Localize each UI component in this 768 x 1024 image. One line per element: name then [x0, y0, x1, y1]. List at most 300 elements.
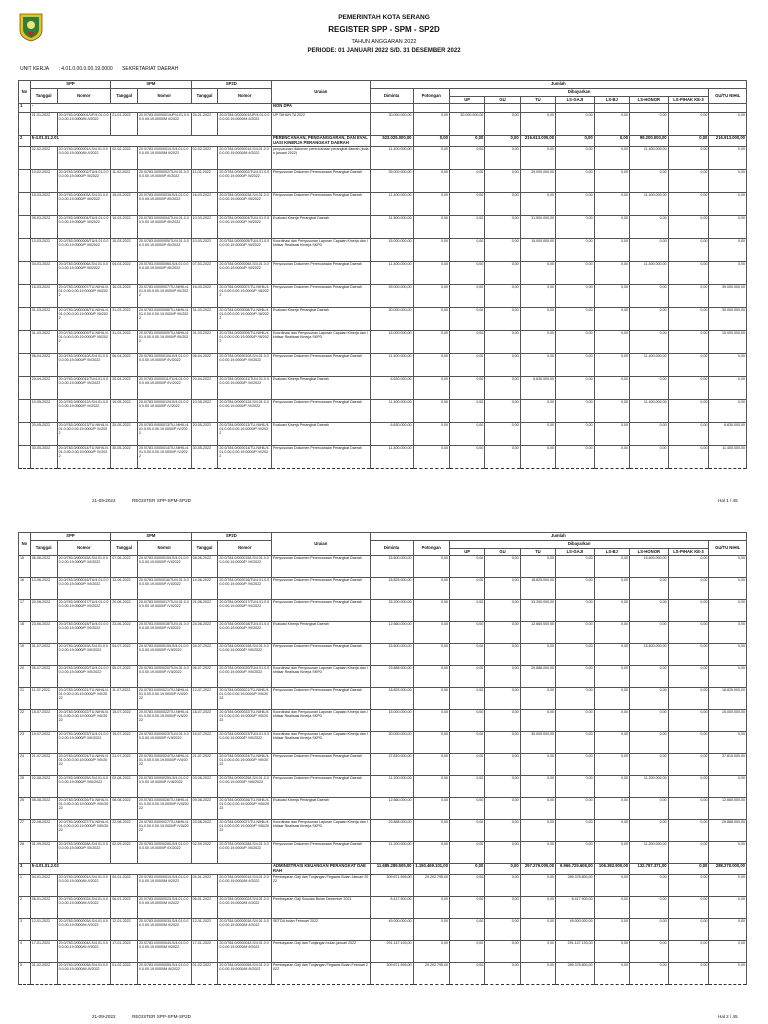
ls-bj-value: 0,00: [594, 600, 629, 622]
diminta-value: 15.000.000,00: [370, 238, 413, 261]
spm-date: 30-05-2022: [111, 445, 138, 468]
col-spm-nomor: Nomor: [137, 541, 191, 556]
sp2d-number: 20.0/784.0/000017/TU/4.01.0.00.0.00.19.0000/P /VI/2022: [218, 600, 272, 622]
spm-date: 02-02-2022: [111, 146, 138, 169]
gu-tu-nihil-value: 12.660.000,00: [709, 798, 747, 820]
up-value: 0,00: [449, 754, 484, 776]
potongan-value: 0,00: [413, 284, 449, 307]
group-gu: 0,00: [485, 136, 520, 147]
table-row: [19, 622, 747, 644]
ls-bj-value: 0,00: [594, 215, 629, 238]
table-row: [19, 376, 747, 399]
spp-date: 09-03-2022: [30, 215, 57, 238]
diminta-value: 30.000.000,00: [370, 732, 413, 754]
ls-pihak3-value: 0,00: [668, 399, 709, 422]
sp2d-number: 20.0/784.0/000011/TU/4.01.0.00.0.00.19.0000/P /IV/2022: [218, 376, 272, 399]
row-no: 4: [19, 940, 31, 962]
spm-number: 20.0/783.0/000023/TU/4.01.0.00.0.00.19.0000/P /VII/2022: [137, 732, 191, 754]
ls-honor-value: 11.400.000,00: [630, 399, 669, 422]
table-row: [19, 940, 747, 962]
spp-date: 20-05-2022: [30, 422, 57, 445]
row-no: 16: [19, 578, 31, 600]
group-row: [19, 136, 747, 147]
diminta-value: 11.400.000,00: [370, 261, 413, 284]
sp2d-date: 31-03-2022: [191, 330, 218, 353]
spm-date: 04-07-2022: [111, 644, 138, 666]
ls-bj-value: 0,00: [594, 261, 629, 284]
spm-number: 20.0/783.0/000009/TU-NIHIL/4.01.0.00.0.00.19.0000/P /III/2022: [137, 330, 191, 353]
tu-value: 0,00: [520, 422, 555, 445]
col-sp2d-tanggal: Tanggal: [191, 89, 218, 104]
spm-date: 10-05-2022: [111, 399, 138, 422]
sp2d-number: 20.0/784.0/000015/LS/4.01.0.00.0.00.19.0000/P /VI/2022: [218, 556, 272, 578]
diminta-value: 49.000.000,00: [370, 918, 413, 940]
potongan-value: 0,00: [413, 169, 449, 192]
spp-number: 20.0/783.0/000010/LS/4.01.0.00.0.00.19.0000/P /IV/2022: [57, 353, 111, 376]
diminta-value: 15.600.000,00: [370, 556, 413, 578]
gu-tu-nihil-value: 15.000.000,00: [709, 330, 747, 353]
ls-honor-value: 0,00: [630, 754, 669, 776]
diminta-value: 15.600.000,00: [370, 644, 413, 666]
gu-value: 0,00: [485, 842, 520, 864]
tu-value: 0,00: [520, 261, 555, 284]
ls-honor-value: 0,00: [630, 688, 669, 710]
spp-number: 20.0/783.0/000002/LS/4.01.0.00.0.00.19.0000/M /I/2022: [57, 896, 111, 918]
table-row: [19, 754, 747, 776]
up-value: 0,00: [449, 644, 484, 666]
spp-date: 31-03-2022: [30, 307, 57, 330]
ls-honor-value: 0,00: [630, 445, 669, 468]
table-row: [19, 238, 747, 261]
potongan-value: 0,00: [413, 192, 449, 215]
row-no: 18: [19, 622, 31, 644]
tu-value: 29.888.000,00: [520, 666, 555, 688]
spm-number: 20.0/783.0/000015/LS/4.01.0.00.0.00.19.0000/P /VI/2022: [137, 556, 191, 578]
spp-date: 15-03-2022: [30, 192, 57, 215]
ls-honor-value: 0,00: [630, 896, 669, 918]
row-no: [19, 284, 31, 307]
ls-bj-value: 0,00: [594, 445, 629, 468]
row-no: [19, 376, 31, 399]
group-potongan: 1.150.469.101,00: [413, 864, 449, 875]
col-spp-tanggal: Tanggal: [30, 541, 57, 556]
spm-number: 20.0/783.0/000010/LS/4.01.0.00.0.00.19.0000/P /IV/2022: [137, 353, 191, 376]
spp-number: 20.0/783.0/000008/TU-NIHIL/4.01.0.00.0.00.19.0000/P /III/2022: [57, 307, 111, 330]
spm-number: 20.0/783.0/000028/LS/4.01.0.00.0.00.19.0000/P /IX/2022: [137, 842, 191, 864]
col-spp: SPP: [30, 533, 110, 541]
col-ls-pihak3: LS-PIHAK KE-3: [668, 97, 709, 104]
up-value: 0,00: [449, 776, 484, 798]
potongan-value: 0,00: [413, 146, 449, 169]
col-ls-pihak3: LS-PIHAK KE-3: [668, 549, 709, 556]
sp2d-number: 20.0/784.0/000005/TU/4.01.0.00.0.00.19.0000/P /III/2022: [218, 238, 272, 261]
table-row: [19, 578, 747, 600]
spp-number: 20.0/783.0/000021/TU-NIHIL/4.01.0.00.0.00.19.0000/P /VII/2022: [57, 688, 111, 710]
uraian-text: Pembayaran Gaji dan Tunjangan bulan januari 2022: [272, 940, 371, 962]
unit-code: : 4.01.0.00.0.00.19.0000: [58, 66, 113, 72]
col-ls-gaji: LS-GAJI: [556, 97, 595, 104]
spm-date: 11-02-2022: [111, 169, 138, 192]
gu-tu-nihil-value: 0,00: [709, 215, 747, 238]
ls-honor-value: 0,00: [630, 918, 669, 940]
ls-pihak3-value: 0,00: [668, 330, 709, 353]
spm-number: 20.0/783.0/000001/UP/4.01.0.00.0.00.19.0000/M /I/2022: [137, 113, 191, 136]
potongan-value: 0,00: [413, 622, 449, 644]
ls-bj-value: 0,00: [594, 666, 629, 688]
ls-pihak3-value: 0,00: [668, 754, 709, 776]
spp-number: 20.0/783.0/000001/LS/4.01.0.00.0.00.19.0000/M /I/2022: [57, 146, 111, 169]
gu-tu-nihil-value: 18.825.000,00: [709, 688, 747, 710]
diminta-value: 29.888.000,00: [370, 666, 413, 688]
spp-number: 20.0/783.0/000012/LS/4.01.0.00.0.00.19.0000/P /V/2022: [57, 399, 111, 422]
sp2d-date: 14-06-2022: [191, 578, 218, 600]
spm-number: 20.0/783.0/000001/LS/4.01.0.00.0.00.19.0000/M /I/2022: [137, 146, 191, 169]
group-no: 3: [19, 864, 31, 875]
table-row: [19, 113, 747, 136]
up-value: 0,00: [449, 445, 484, 468]
unit-kerja: [20, 66, 186, 72]
sp2d-number: 20.0/784.0/000004/TU/4.01.0.00.0.00.19.0000/P /III/2022: [218, 215, 272, 238]
sp2d-number: 20.0/784.0/000010/LS/4.01.0.00.0.00.19.0000/P /IV/2022: [218, 353, 272, 376]
ls-pihak3-value: 0,00: [668, 798, 709, 820]
gu-value: 0,00: [485, 874, 520, 896]
potongan-value: 0,00: [413, 688, 449, 710]
diminta-value: 6.630.000,00: [370, 422, 413, 445]
tu-value: 0,00: [520, 688, 555, 710]
row-no: 25: [19, 776, 31, 798]
sp2d-date: 17-01-2022: [191, 940, 218, 962]
gu-tu-nihil-value: 0,00: [709, 644, 747, 666]
spp-number: 20.0/783.0/000001/LS/4.01.0.00.0.00.19.0000/M /I/2022: [57, 874, 111, 896]
spp-number: 20.0/783.0/000014/TU-NIHIL/4.01.0.00.0.00.19.0000/P /V/2022: [57, 445, 111, 468]
uraian-text: Evaluasi Kinerja Perangkat Daerah: [272, 307, 371, 330]
uraian-text: Penyusunan Dokumen Perencanaan Perangkat Daerah: [272, 284, 371, 307]
potongan-value: 0,00: [413, 261, 449, 284]
up-value: 0,00: [449, 192, 484, 215]
tu-value: 0,00: [520, 330, 555, 353]
ls-gaji-value: 0,00: [556, 422, 595, 445]
fiscal-year: TAHUN ANGGARAN 2022: [351, 39, 417, 45]
ls-honor-value: 15.600.000,00: [630, 556, 669, 578]
spm-number: 20.0/783.0/000011/TU/4.01.0.00.0.00.19.0000/P /IV/2022: [137, 376, 191, 399]
sp2d-date: 16-03-2022: [191, 284, 218, 307]
table-row: [19, 600, 747, 622]
tu-value: 0,00: [520, 874, 555, 896]
spm-date: 31-03-2022: [111, 330, 138, 353]
col-gu-tu-nihil: GU/TU NIHIL: [709, 89, 747, 104]
sp2d-date: 12-07-2022: [191, 688, 218, 710]
ls-honor-value: 0,00: [630, 732, 669, 754]
gu-tu-nihil-value: 15.000.000,00: [709, 710, 747, 732]
uraian-text: Penyusunan Dokumen Perencanaan Perangkat Daerah: [272, 842, 371, 864]
tu-value: 0,00: [520, 192, 555, 215]
ls-pihak3-value: 0,00: [668, 284, 709, 307]
gu-value: 0,00: [485, 192, 520, 215]
row-no: 21: [19, 688, 31, 710]
sp2d-number: 20.0/784.0/000025/LS/4.01.0.00.0.00.19.0000/P /VIII/2022: [218, 776, 272, 798]
spm-date: 20-06-2022: [111, 600, 138, 622]
uraian-text: penyusunan dokumen perencanaan perangkat daerah (bulan januari 2022): [272, 146, 371, 169]
spm-number: 20.0/783.0/000024/TU-NIHIL/4.01.0.00.0.00.19.0000/P /VII/2022: [137, 754, 191, 776]
ls-pihak3-value: 0,00: [668, 940, 709, 962]
spp-date: 05-07-2022: [30, 666, 57, 688]
spm-date: 21-07-2022: [111, 754, 138, 776]
ls-honor-value: 0,00: [630, 622, 669, 644]
gu-tu-nihil-value: 0,00: [709, 600, 747, 622]
diminta-value: 12.660.000,00: [370, 622, 413, 644]
spp-number: 20.0/783.0/000002/TU/4.01.0.00.0.00.19.0000/P /II/2022: [57, 169, 111, 192]
tu-value: 0,00: [520, 940, 555, 962]
sp2d-date: 21-07-2022: [191, 754, 218, 776]
spp-date: 06-01-2022: [30, 896, 57, 918]
table-row: [19, 146, 747, 169]
potongan-value: 0,00: [413, 445, 449, 468]
ls-bj-value: 0,00: [594, 798, 629, 820]
table-row: [19, 666, 747, 688]
group-ls-bj: 106.383.900,00: [594, 864, 629, 875]
group-empty-cell: [594, 104, 629, 113]
spp-date: 30-05-2022: [30, 445, 57, 468]
col-ls-honor: LS-HONOR: [630, 549, 669, 556]
spm-number: 20.0/783.0/000014/TU-NIHIL/4.01.0.00.0.00.19.0000/P /V/2022: [137, 445, 191, 468]
col-uraian: Uraian: [272, 533, 371, 556]
sp2d-date: 20-04-2022: [191, 376, 218, 399]
up-value: 0,00: [449, 376, 484, 399]
row-no: 26: [19, 798, 31, 820]
spm-date: 15-07-2022: [111, 710, 138, 732]
up-value: 0,00: [449, 896, 484, 918]
ls-gaji-value: 0,00: [556, 754, 595, 776]
spm-number: 20.0/783.0/000020/TU/4.01.0.00.0.00.19.0000/P /VII/2022: [137, 666, 191, 688]
spm-date: 02-08-2022: [111, 776, 138, 798]
diminta-value: 18.825.000,00: [370, 688, 413, 710]
group-name: PERENCANAAN, PENGANGGARAN, DAN EVALUASI KINERJA PERANGKAT DAERAH: [272, 136, 371, 147]
ls-honor-value: 0,00: [630, 710, 669, 732]
gu-tu-nihil-value: 0,00: [709, 113, 747, 136]
ls-gaji-value: 0,00: [556, 622, 595, 644]
spp-number: 20.0/783.0/000023/TU/4.01.0.00.0.00.19.0000/P /VII/2022: [57, 732, 111, 754]
table-row: [19, 918, 747, 940]
tu-value: 0,00: [520, 146, 555, 169]
uraian-text: Koordinasi dan Penyusunan Laporan Capaian Kinerja dan Ikhtisar Realisasi Kinerja SKPD: [272, 710, 371, 732]
group-empty-cell: [413, 104, 449, 113]
uraian-text: Penyusunan Dokumen Perencanaan Perangkat Daerah: [272, 644, 371, 666]
ls-pihak3-value: 0,00: [668, 688, 709, 710]
spp-date: 21-07-2022: [30, 754, 57, 776]
table-row: [19, 399, 747, 422]
table-row: [19, 710, 747, 732]
spp-date: 01-02-2022: [30, 962, 57, 984]
group-diminta: 11.685.289.505,00: [370, 864, 413, 875]
ls-bj-value: 0,00: [594, 940, 629, 962]
gu-tu-nihil-value: 0,00: [709, 261, 747, 284]
spp-number: 20.0/783.0/000003/LS/4.01.0.00.0.00.19.0000/P /III/2022: [57, 192, 111, 215]
tu-value: 0,00: [520, 556, 555, 578]
ls-gaji-value: 0,00: [556, 215, 595, 238]
group-ls-honor: 99.200.000,00: [630, 136, 669, 147]
uraian-text: Koordinasi dan Penyusunan Laporan Capaian Kinerja dan Ikhtisar Realisasi Kinerja SKPD: [272, 732, 371, 754]
group-tu: 216.613.000,00: [520, 136, 555, 147]
row-no: 27: [19, 820, 31, 842]
diminta-value: 11.200.000,00: [370, 776, 413, 798]
ls-gaji-value: 0,00: [556, 600, 595, 622]
uraian-text: Penyusunan Dokumen Perencanaan Perangkat Daerah: [272, 578, 371, 600]
spp-number: 20.0/783.0/000013/TU-NIHIL/4.01.0.00.0.00.19.0000/P /V/2022: [57, 422, 111, 445]
uraian-text: Penyusunan Dokumen Perencanaan Perangkat Daerah: [272, 353, 371, 376]
table-row: [19, 820, 747, 842]
spm-number: 20.0/783.0/000022/TU-NIHIL/4.01.0.00.0.00.19.0000/P /VII/2022: [137, 710, 191, 732]
spm-date: 08-08-2022: [111, 798, 138, 820]
gu-value: 0,00: [485, 644, 520, 666]
spp-date: 11-07-2022: [30, 688, 57, 710]
sp2d-number: 20.0/784.0/000028/LS/4.01.0.00.0.00.19.0000/P /IX/2022: [218, 842, 272, 864]
potongan-value: 0,00: [413, 754, 449, 776]
up-value: 30.000.000,00: [449, 113, 484, 136]
table-row: [19, 445, 747, 468]
spp-date: 16-03-2022: [30, 284, 57, 307]
ls-pihak3-value: 0,00: [668, 896, 709, 918]
group-empty-cell: [630, 104, 669, 113]
ls-bj-value: 0,00: [594, 353, 629, 376]
ls-bj-value: 0,00: [594, 556, 629, 578]
gu-tu-nihil-value: 0,00: [709, 918, 747, 940]
sp2d-date: 10-03-2022: [191, 215, 218, 238]
spm-number: 20.0/783.0/000005/LS/4.01.0.00.0.00.19.0000/M /II/2022: [137, 962, 191, 984]
gu-value: 0,00: [485, 445, 520, 468]
ls-bj-value: 0,00: [594, 644, 629, 666]
ls-pihak3-value: 0,00: [668, 776, 709, 798]
sp2d-date: 31-03-2022: [191, 307, 218, 330]
spm-date: 12-01-2022: [111, 918, 138, 940]
up-value: 0,00: [449, 556, 484, 578]
sp2d-number: 20.0/784.0/000003/LS/4.01.0.00.0.00.19.0000/M /I/2022: [218, 918, 272, 940]
sp2d-number: 20.0/784.0/000019/LS/4.01.0.00.0.00.19.0000/P /VII/2022: [218, 644, 272, 666]
report-title: REGISTER SPP - SPM - SP2D: [328, 25, 440, 34]
gu-value: 0,00: [485, 578, 520, 600]
up-value: 0,00: [449, 874, 484, 896]
sp2d-number: 20.0/784.0/000021/TU-NIHIL/4.01.0.00.0.00.19.0000/P /VII/2022: [218, 688, 272, 710]
group-code: 5-4.01.01.2.02: [30, 864, 271, 875]
row-no: [19, 353, 31, 376]
spp-date: 06-06-2022: [30, 556, 57, 578]
ls-honor-value: 0,00: [630, 578, 669, 600]
up-value: 0,00: [449, 399, 484, 422]
spm-number: 20.0/783.0/000007/TU-NIHIL/4.01.0.00.0.00.19.0000/P /III/2022: [137, 284, 191, 307]
row-no: [19, 330, 31, 353]
ls-gaji-value: 0,00: [556, 284, 595, 307]
spm-date: 21-01-2022: [111, 113, 138, 136]
ls-pihak3-value: 0,00: [668, 666, 709, 688]
col-potongan: Potongan: [413, 541, 449, 556]
gu-tu-nihil-value: 0,00: [709, 192, 747, 215]
spp-date: 23-06-2022: [30, 622, 57, 644]
spp-number: 20.0/783.0/000022/TU-NIHIL/4.01.0.00.0.00.19.0000/P /VII/2022: [57, 710, 111, 732]
ls-pihak3-value: 0,00: [668, 192, 709, 215]
diminta-value: 15.000.000,00: [370, 330, 413, 353]
ls-pihak3-value: 0,00: [668, 353, 709, 376]
ls-bj-value: 0,00: [594, 732, 629, 754]
ls-pihak3-value: 0,00: [668, 113, 709, 136]
sp2d-number: 20.0/784.0/000006/LS/4.01.0.00.0.00.19.0000/P /III/2022: [218, 261, 272, 284]
spp-date: 17-01-2022: [30, 940, 57, 962]
gu-tu-nihil-value: 11.400.000,00: [709, 445, 747, 468]
gu-value: 0,00: [485, 399, 520, 422]
up-value: 0,00: [449, 940, 484, 962]
spm-date: 11-07-2022: [111, 688, 138, 710]
spm-number: 20.0/783.0/000021/TU-NIHIL/4.01.0.00.0.00.19.0000/P /VII/2022: [137, 688, 191, 710]
spp-date: 20-04-2022: [30, 376, 57, 399]
group-empty-cell: [556, 104, 595, 113]
group-up: 0,00: [449, 864, 484, 875]
sp2d-number: 20.0/784.0/000027/TU-NIHIL/4.01.0.00.0.00.19.0000/P /VIII/2022: [218, 820, 272, 842]
uraian-text: Penyusunan Dokumen Perencanaan Perangkat Daerah: [272, 688, 371, 710]
row-no: 20: [19, 666, 31, 688]
col-jumlah: Jumlah: [370, 81, 746, 89]
gu-value: 0,00: [485, 940, 520, 962]
diminta-value: 309.671.595,00: [370, 874, 413, 896]
ls-pihak3-value: 0,00: [668, 445, 709, 468]
tu-value: 18.825.000,00: [520, 578, 555, 600]
row-no: [19, 215, 31, 238]
uraian-text: Pembayaran Gaji dan Tunjangan Pegawai Bulan Februari 2022: [272, 962, 371, 984]
ls-bj-value: 0,00: [594, 896, 629, 918]
gu-tu-nihil-value: 0,00: [709, 578, 747, 600]
row-no: [19, 146, 31, 169]
gu-tu-nihil-value: 0,00: [709, 399, 747, 422]
ls-bj-value: 0,00: [594, 330, 629, 353]
uraian-text: Penyusunan Dokumen Perencanaan Perangkat Daerah: [272, 445, 371, 468]
table-row: [19, 798, 747, 820]
ls-bj-value: 0,00: [594, 820, 629, 842]
potongan-value: 0,00: [413, 940, 449, 962]
ls-bj-value: 0,00: [594, 754, 629, 776]
ls-honor-value: 0,00: [630, 238, 669, 261]
group-ls-pihak3: 0,00: [668, 864, 709, 875]
ls-pihak3-value: 0,00: [668, 732, 709, 754]
sp2d-number: 20.0/784.0/000023/TU/4.01.0.00.0.00.19.0000/P /VII/2022: [218, 732, 272, 754]
ls-gaji-value: 0,00: [556, 644, 595, 666]
tu-value: 30.000.000,00: [520, 732, 555, 754]
ls-bj-value: 0,00: [594, 622, 629, 644]
ls-pihak3-value: 0,00: [668, 600, 709, 622]
spp-date: 02-02-2022: [30, 146, 57, 169]
spp-date: 01-09-2022: [30, 842, 57, 864]
col-tu: TU: [520, 549, 555, 556]
spm-date: 10-03-2022: [111, 238, 138, 261]
tu-value: 0,00: [520, 644, 555, 666]
table-row: [19, 330, 747, 353]
spm-number: 20.0/783.0/000019/LS/4.01.0.00.0.00.19.0000/P /VII/2022: [137, 644, 191, 666]
table-row: [19, 556, 747, 578]
gu-tu-nihil-value: 0,00: [709, 776, 747, 798]
diminta-value: 39.000.000,00: [370, 169, 413, 192]
uraian-text: Penyusunan Dokumen Perencanaan Perangkat Daerah: [272, 169, 371, 192]
ls-pihak3-value: 0,00: [668, 820, 709, 842]
ls-bj-value: 0,00: [594, 376, 629, 399]
ls-honor-value: 0,00: [630, 330, 669, 353]
sp2d-number: 20.0/784.0/000018/TU/4.01.0.00.0.00.19.0000/P /VI/2022: [218, 622, 272, 644]
col-ls-bj: LS-BJ: [594, 549, 629, 556]
ls-bj-value: 0,00: [594, 146, 629, 169]
ls-honor-value: 0,00: [630, 215, 669, 238]
potongan-value: 0,00: [413, 820, 449, 842]
ls-pihak3-value: 0,00: [668, 422, 709, 445]
spp-date: 02-08-2022: [30, 776, 57, 798]
ls-pihak3-value: 0,00: [668, 918, 709, 940]
sp2d-number: 20.0/784.0/000002/LS/4.01.0.00.0.00.19.0000/M /I/2022: [218, 896, 272, 918]
uraian-text: Evaluasi Kinerja Perangkat Daerah: [272, 798, 371, 820]
diminta-value: 291.147.193,00: [370, 940, 413, 962]
